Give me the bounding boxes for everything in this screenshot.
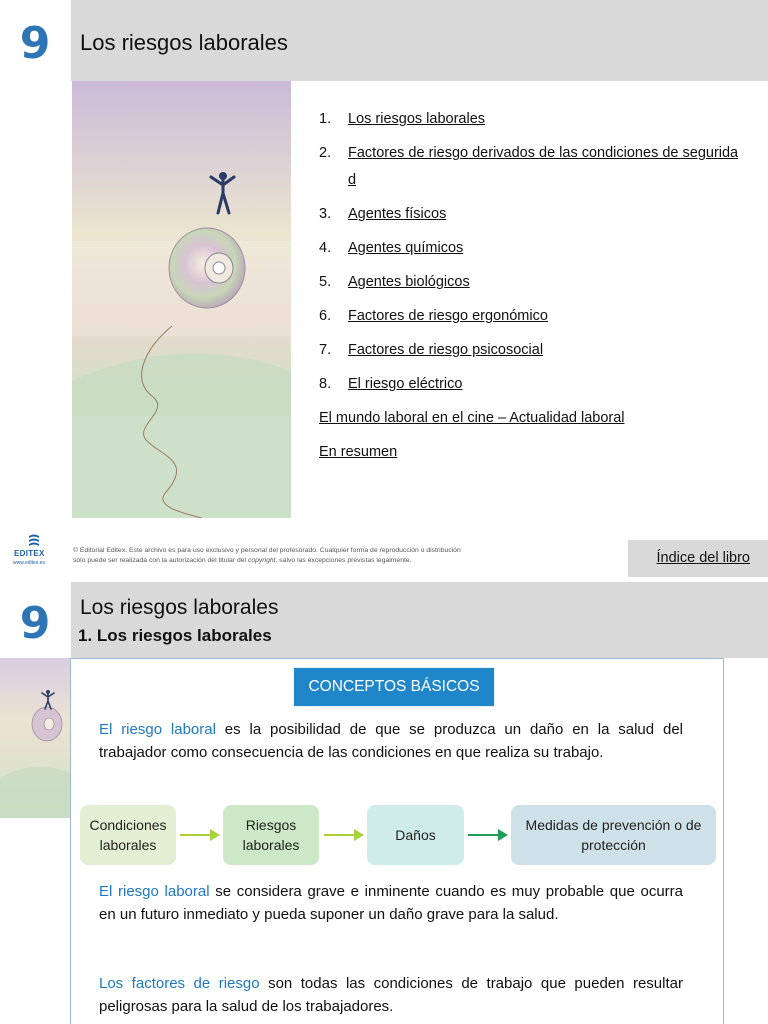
flow-step-occupational-risks: Riesgos laborales [223,805,319,865]
concepts-panel [70,658,724,1024]
toc-item[interactable] [319,405,739,432]
toc-link[interactable]: En resumen [319,444,398,460]
panel-header: CONCEPTOS BÁSICOS [294,668,494,706]
flow-step-damages: Daños [367,805,464,865]
chapter-number: 9 [19,598,51,649]
chapter-number: 9 [19,18,51,69]
toc-link[interactable]: El mundo laboral en el cine – Actualidad laboral [319,410,625,426]
toc-link[interactable]: Los riesgos laborales [348,111,486,127]
toc-item[interactable]: 7. Factores de riesgo psicosocial [319,337,739,364]
toc-item[interactable]: 6. Factores de riesgo ergonómico [319,303,739,330]
toc-link[interactable]: Agentes químicos [348,240,464,256]
toc-item[interactable]: 8. El riesgo eléctrico [319,371,739,398]
toc-link[interactable]: Factores de riesgo psicosocial [348,342,544,358]
flow-step-prevention-measures: Medidas de prevención o de protección [511,805,716,865]
toc-item[interactable]: 2. Factores de riesgo derivados de las condiciones de seguridad [319,140,739,194]
toc-link[interactable]: Agentes biológicos [348,274,470,290]
arrow-right-icon [178,825,222,845]
arrow-right-icon [466,825,510,845]
serious-risk-paragraph: El riesgo laboral se considera grave e inminente cuando es muy probable que ocurra en un futuro inmediato y pueda suponer un daño grave para la salud. [99,883,683,923]
book-index-link[interactable]: Índice del libro [656,550,750,566]
section-subtitle: 1. Los riesgos laborales [78,626,272,645]
copyright-notice: © Editorial Editex. Este archivo es para uso exclusivo y personal del profesorado. Cualquier forma de reproducción o distribución solo puede ser realizada con la autorización del titular del copyright, salvo las excepciones previstas legalmente. [73,547,461,564]
table-of-contents [319,106,739,473]
toc-link[interactable]: Factores de riesgo ergonómico [348,308,548,324]
cd-thumbnail [0,658,70,818]
flow-step-working-conditions: Condiciones laborales [80,805,176,865]
title-bar [71,582,768,658]
risk-factors-paragraph: Los factores de riesgo son todas las condiciones de trabajo que pueden resultar peligrosas para la salud de los trabajadores. [99,975,683,1015]
toc-item[interactable]: 3. Agentes físicos [319,201,739,228]
slide-concepts [0,582,768,1024]
title-bar [71,0,768,81]
page-title: Los riesgos laborales [80,30,288,55]
cd-illustration [72,81,291,518]
arrow-right-icon [322,825,366,845]
page-title: Los riesgos laborales [80,596,279,619]
logo-text: EDITEX [14,549,45,558]
toc-item[interactable]: 5. Agentes biológicos [319,269,739,296]
definition-paragraph: El riesgo laboral es la posibilidad de que se produzca un daño en la salud del trabajador como consecuencia de las condiciones en que realiza su trabajo. [99,721,683,761]
toc-link[interactable]: Agentes físicos [348,206,447,222]
toc-link[interactable]: Factores de riesgo derivados de las condiciones de seguridad [348,145,739,188]
logo-url: www.editex.es [13,560,45,566]
toc-link[interactable]: El riesgo eléctrico [348,376,463,392]
toc-item[interactable]: 4. Agentes químicos [319,235,739,262]
toc-item[interactable] [319,439,739,466]
toc-item[interactable]: 1. Los riesgos laborales [319,106,739,133]
book-index-box [628,540,768,577]
